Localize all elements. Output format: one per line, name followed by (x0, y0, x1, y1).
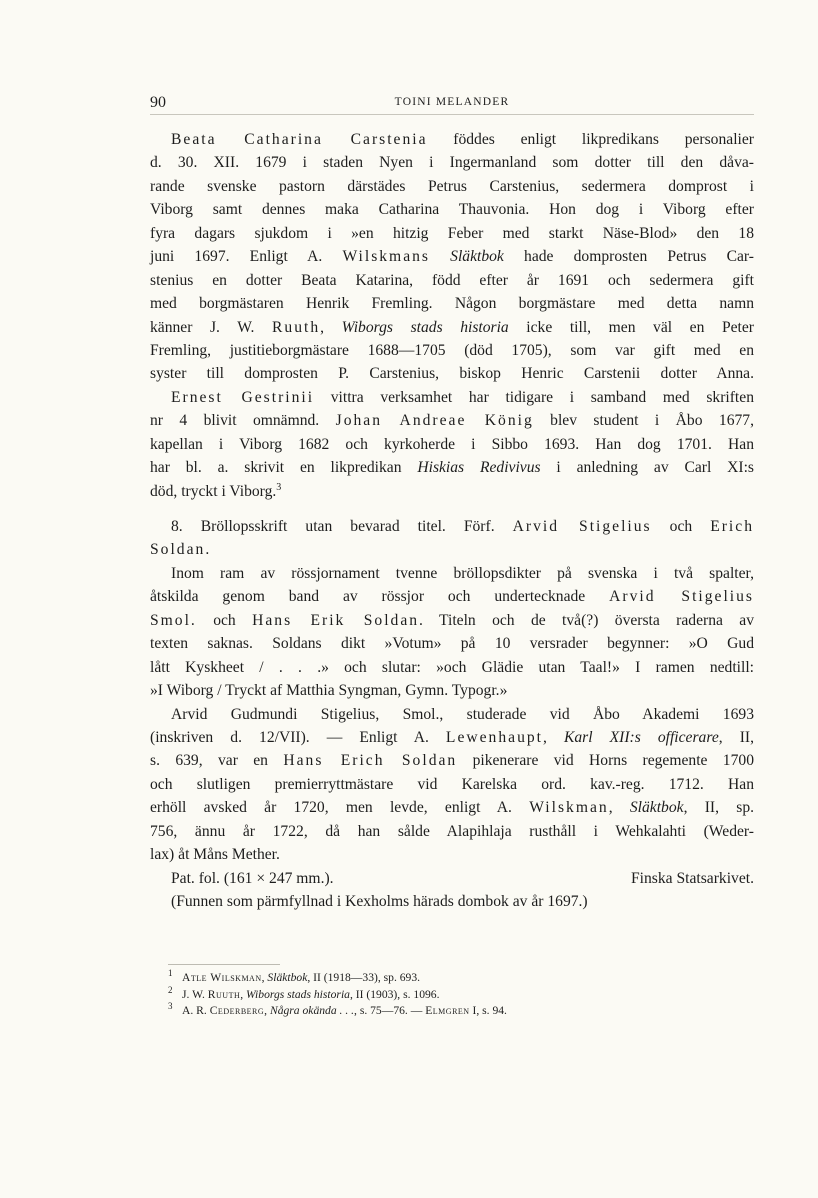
text-line: kapellan i Viborg 1682 och kyrkoherde i Sibbo 1693. Han dog 1701. Han (150, 435, 754, 453)
text-line: har bl. a. skrivit en likpredikan Hiskias Redivivus i anledning av Carl XI:s (150, 459, 754, 477)
page-header (150, 94, 754, 115)
paragraph-gap (150, 503, 754, 515)
text-line: med borgmästaren Henrik Fremling. Någon borgmästare med detta namn (150, 295, 754, 313)
text-line: rande svenske pastorn därstädes Petrus Carstenius, sedermera domprost i (150, 177, 754, 195)
text-line: Viborg samt dennes maka Catharina Thauvonia. Hon dog i Viborg efter (150, 201, 754, 219)
text-line: (Funnen som pärmfyllnad i Kexholms härads dombok av år 1697.) (171, 893, 588, 910)
text-line: »I Wiborg / Tryckt af Matthia Syngman, Gymn. Typogr.» (150, 682, 508, 700)
text-line: (inskriven d. 12/VII). — Enligt A. Lewenhaupt, Karl XII:s officerare, II, (150, 728, 754, 746)
text-line: och slutligen premierryttmästare vid Karelska ord. kav.-reg. 1712. Han (150, 775, 754, 793)
text-line: Pat. fol. (161 × 247 mm.). Finska Statsarkivet. (150, 867, 754, 890)
text-line: Smol. och Hans Erik Soldan. Titeln och de två(?) översta raderna av (150, 611, 754, 629)
text-line: Soldan. (150, 541, 212, 559)
text-line: syster till domprosten P. Carstenius, biskop Henric Carstenii dotter Anna. (150, 365, 754, 383)
footnote-ref: 3 (276, 481, 282, 493)
text-line: Ernest Gestrinii vittra verksamhet har tidigare i samband med skriften (171, 388, 754, 406)
body-text (150, 128, 754, 913)
text-line: nr 4 blivit omnämnd. Johan Andreae König blev student i Åbo 1677, (150, 412, 754, 430)
running-head: TOINI MELANDER (394, 96, 510, 108)
text-line: s. 639, var en Hans Erich Soldan pikenerare vid Horns regemente 1700 (150, 752, 754, 770)
archive-name: Finska Statsarkivet. (630, 869, 754, 887)
text-line: d. 30. XII. 1679 i staden Nyen i Ingermanland som dotter till den dåva- (150, 154, 754, 172)
text-line: Inom ram av rössjornament tvenne bröllopsdikter på svenska i två spalter, (171, 564, 754, 582)
footnote: 2 J. W. Ruuth, Wiborgs stads historia, II (1903), s. 1096. (168, 984, 440, 1001)
text-line: Fremling, justitieborgmästare 1688—1705 (död 1705), som var gift med en (150, 341, 754, 359)
text-line: fyra dagars sjukdom i »en hitzig Feber med starkt Näse-Blod» den 18 (150, 224, 754, 242)
text-line: stenius en dotter Beata Katarina, född efter år 1691 och sedermera gift (150, 271, 754, 289)
text-line: 756, ännu år 1722, då han sålde Alapihlaja rusthåll i Wehkalahti (Weder- (150, 822, 754, 840)
footnote: 1 Atle Wilskman, Släktbok, II (1918—33), sp. 693. (168, 968, 421, 984)
text-line: Arvid Gudmundi Stigelius, Smol., studerade vid Åbo Akademi 1693 (171, 705, 754, 723)
text-line: lått Kyskheet / . . .» och slutar: »och Glädie utan Taal!» I ramen nedtill: (150, 658, 754, 676)
footnotes (168, 970, 754, 1020)
text-line: texten saknas. Soldans dikt »Votum» på 10 versrader begynner: »O Gud (150, 635, 754, 653)
text-line: erhöll avsked år 1720, men levde, enligt A. Wilskman, Släktbok, II, sp. (150, 799, 755, 817)
text-line: åtskilda genom band av rössjor och undertecknade Arvid Stigelius (150, 588, 755, 606)
footnote-rule (168, 964, 280, 965)
footnote: 3 A. R. Cederberg, Några okända . . ., s. 75—76. — Elmgren I, s. 94. (168, 1001, 507, 1017)
text-line: död, tryckt i Viborg.$^3$ (150, 481, 282, 500)
text-line: 8. Bröllopsskrift utan bevarad titel. Förf. Arvid Stigelius och Erich (171, 518, 754, 535)
text-line: juni 1697. Enligt A. Wilskmans Släktbok hade domprosten Petrus Car- (150, 248, 754, 266)
text-line: känner J. W. Ruuth, Wiborgs stads historia icke till, men väl en Peter (150, 318, 754, 336)
text-line: Beata Catharina Carstenia föddes enligt likpredikans personalier (171, 131, 754, 148)
page-number: 90 (150, 94, 166, 111)
text-line: lax) åt Måns Mether. (150, 846, 280, 864)
